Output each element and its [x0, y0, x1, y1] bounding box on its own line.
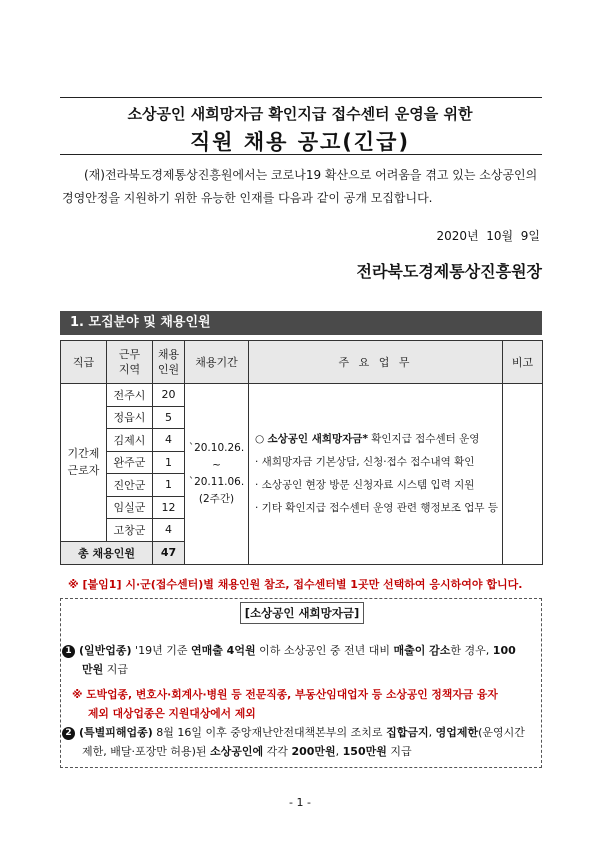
total-label: 총 채용인원 — [61, 541, 153, 564]
item2-line2: 제한, 배달·포장만 허용)된 소상공인에 각각 200만원, 150만원 지급 — [82, 745, 412, 758]
total-value: 47 — [153, 541, 185, 564]
count-cell: 5 — [153, 406, 185, 429]
info-box-title: [소상공인 새희망자금] — [240, 602, 364, 624]
duties-cell — [249, 384, 503, 565]
number-two-icon: 2 — [62, 727, 75, 740]
region-cell: 정읍시 — [107, 406, 153, 429]
count-cell: 1 — [153, 474, 185, 497]
duties-lead: ○ 소상공인 새희망자금* 확인지급 접수센터 운영 — [255, 432, 480, 445]
item1-line1: 1 (일반업종) '19년 기준 연매출 4억원 이하 소상공인 중 전년 대비 매출이 감소한 경우, 100 — [62, 641, 542, 661]
count-cell: 4 — [153, 429, 185, 452]
region-cell: 전주시 — [107, 384, 153, 407]
item2-line1: 2 (특별피해업종) 8월 16일 이후 중앙재난안전대책본부의 조치로 집합금지, 영업제한(운영시간 — [62, 723, 525, 743]
header-duties: 주 요 업 무 — [249, 341, 503, 384]
count-cell: 1 — [153, 451, 185, 474]
title-line1: 소상공인 새희망자금 확인지급 접수센터 운영을 위한 — [127, 105, 473, 123]
number-one-icon: 1 — [62, 645, 75, 658]
duties-item: · 소상공인 현장 방문 신청자료 시스템 입력 지원 — [255, 478, 475, 491]
region-cell: 고창군 — [107, 519, 153, 542]
page-number: - 1 - — [289, 796, 311, 809]
region-cell: 김제시 — [107, 429, 153, 452]
count-cell: 4 — [153, 519, 185, 542]
section-heading-1: 1. 모집분야 및 채용인원 — [60, 311, 542, 335]
exclusion-line1: ※ 도박업종, 변호사·회계사·병원 등 전문직종, 부동산임대업자 등 소상공인 정책자금 융자 — [72, 688, 498, 701]
region-cell: 임실군 — [107, 496, 153, 519]
header-count: 채용 인원 — [153, 341, 185, 384]
period-cell: `20.10.26. ~ `20.11.06. (2주간) — [185, 384, 249, 565]
top-rule — [60, 97, 542, 98]
announcement-date: 2020년 10월 9일 — [436, 229, 540, 243]
region-cell: 진안군 — [107, 474, 153, 497]
count-cell: 20 — [153, 384, 185, 407]
header-region: 근무 지역 — [107, 341, 153, 384]
selection-note: ※ [붙임1] 시·군(접수센터)별 채용인원 참조, 접수센터별 1곳만 선택하여 응시하여야 합니다. — [68, 578, 523, 591]
remarks-cell — [503, 384, 543, 565]
duties-item: · 기타 확인지급 접수센터 운영 관련 행정보조 업무 등 — [255, 501, 499, 514]
header-grade: 직급 — [61, 341, 107, 384]
recruitment-table — [60, 340, 543, 565]
table-row — [61, 384, 543, 407]
intro-paragraph: (재)전라북도경제통상진흥원에서는 코로나19 확산으로 어려움을 겪고 있는 소상공인의 경영안정을 지원하기 위한 유능한 인재를 다음과 같이 공개 모집합니다. — [62, 168, 538, 205]
duties-item: · 새희망자금 기본상담, 신청·접수 접수내역 확인 — [255, 455, 475, 468]
title-bottom-rule — [60, 154, 542, 155]
grade-cell: 기간제 근로자 — [61, 384, 107, 542]
item1-line2: 만원 지급 — [82, 663, 129, 676]
issuer: 전라북도경제통상진흥원장 — [356, 262, 542, 281]
header-period: 채용기간 — [185, 341, 249, 384]
exclusion-line2: 제외 대상업종은 지원대상에서 제외 — [88, 707, 256, 720]
region-cell: 완주군 — [107, 451, 153, 474]
header-remarks: 비고 — [503, 341, 543, 384]
count-cell: 12 — [153, 496, 185, 519]
page-title: 직원 채용 공고(긴급) — [189, 130, 411, 154]
